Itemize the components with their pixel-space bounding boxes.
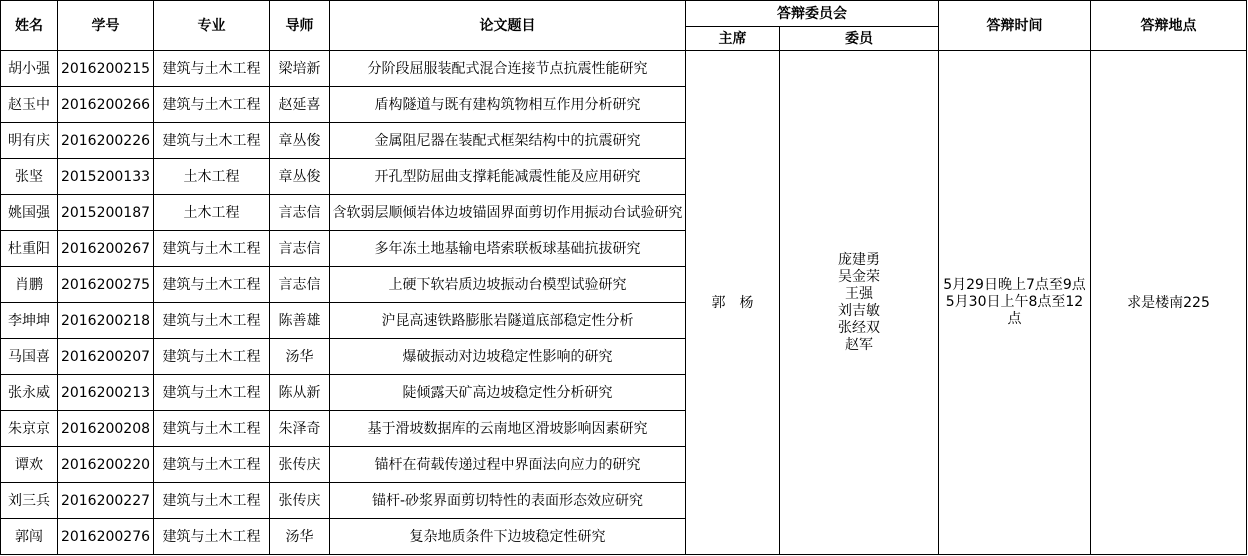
advisor-cell: 朱泽奇 (270, 411, 330, 447)
name-cell: 张坚 (1, 159, 58, 195)
advisor-cell: 汤华 (270, 519, 330, 555)
student-id-cell: 2016200213 (58, 375, 154, 411)
thesis-title-cell: 多年冻土地基输电塔索联板球基础抗拔研究 (330, 231, 686, 267)
thesis-title-cell: 开孔型防屈曲支撑耗能减震性能及应用研究 (330, 159, 686, 195)
defense-time-line: 5月30日上午8点至12点 (945, 294, 1084, 327)
committee-members (780, 51, 939, 555)
header-members: 委员 (780, 27, 939, 51)
defense-location: 求是楼南225 (1091, 51, 1247, 555)
major-cell: 建筑与土木工程 (154, 411, 270, 447)
name-cell: 赵玉中 (1, 87, 58, 123)
major-cell: 建筑与土木工程 (154, 87, 270, 123)
name-cell: 马国喜 (1, 339, 58, 375)
student-id-cell: 2015200133 (58, 159, 154, 195)
thesis-title-cell: 基于滑坡数据库的云南地区滑坡影响因素研究 (330, 411, 686, 447)
student-id-cell: 2016200218 (58, 303, 154, 339)
student-id-cell: 2016200208 (58, 411, 154, 447)
major-cell: 建筑与土木工程 (154, 267, 270, 303)
name-cell: 谭欢 (1, 447, 58, 483)
name-cell: 张永威 (1, 375, 58, 411)
name-cell: 刘三兵 (1, 483, 58, 519)
thesis-title-cell: 含软弱层顺倾岩体边坡锚固界面剪切作用振动台试验研究 (330, 195, 686, 231)
major-cell: 建筑与土木工程 (154, 519, 270, 555)
major-cell: 建筑与土木工程 (154, 231, 270, 267)
student-id-cell: 2016200227 (58, 483, 154, 519)
header-location: 答辩地点 (1091, 1, 1247, 51)
name-cell: 李坤坤 (1, 303, 58, 339)
thesis-title-cell: 沪昆高速铁路膨胀岩隧道底部稳定性分析 (330, 303, 686, 339)
student-id-cell: 2016200275 (58, 267, 154, 303)
header-chair: 主席 (686, 27, 780, 51)
committee-member: 张经双 (838, 319, 880, 336)
advisor-cell: 梁培新 (270, 51, 330, 87)
thesis-title-cell: 分阶段屈服装配式混合连接节点抗震性能研究 (330, 51, 686, 87)
committee-member: 庞建勇 (838, 251, 880, 268)
thesis-title-cell: 锚杆-砂浆界面剪切特性的表面形态效应研究 (330, 483, 686, 519)
thesis-title-cell: 金属阻尼器在装配式框架结构中的抗震研究 (330, 123, 686, 159)
header-thesis-title: 论文题目 (330, 1, 686, 51)
name-cell: 郭闯 (1, 519, 58, 555)
advisor-cell: 章丛俊 (270, 123, 330, 159)
table-row (1, 51, 1247, 87)
committee-member: 吴金荣 (838, 268, 880, 285)
advisor-cell: 章丛俊 (270, 159, 330, 195)
header-committee: 答辩委员会 (686, 1, 939, 27)
advisor-cell: 陈从新 (270, 375, 330, 411)
committee-chair: 郭 杨 (686, 51, 780, 555)
advisor-cell: 张传庆 (270, 483, 330, 519)
thesis-title-cell: 盾构隧道与既有建构筑物相互作用分析研究 (330, 87, 686, 123)
advisor-cell: 陈善雄 (270, 303, 330, 339)
thesis-title-cell: 上硬下软岩质边坡振动台模型试验研究 (330, 267, 686, 303)
advisor-cell: 言志信 (270, 195, 330, 231)
header-major: 专业 (154, 1, 270, 51)
student-id-cell: 2016200220 (58, 447, 154, 483)
header-student-id: 学号 (58, 1, 154, 51)
major-cell: 建筑与土木工程 (154, 303, 270, 339)
committee-member: 赵军 (845, 336, 873, 353)
major-cell: 建筑与土木工程 (154, 447, 270, 483)
thesis-title-cell: 陡倾露天矿高边坡稳定性分析研究 (330, 375, 686, 411)
header-advisor: 导师 (270, 1, 330, 51)
defense-time-line: 5月29日晚上7点至9点 (943, 277, 1086, 293)
student-id-cell: 2016200207 (58, 339, 154, 375)
student-id-cell: 2016200215 (58, 51, 154, 87)
thesis-title-cell: 复杂地质条件下边坡稳定性研究 (330, 519, 686, 555)
name-cell: 朱京京 (1, 411, 58, 447)
advisor-cell: 汤华 (270, 339, 330, 375)
name-cell: 肖鹏 (1, 267, 58, 303)
header-name: 姓名 (1, 1, 58, 51)
major-cell: 土木工程 (154, 195, 270, 231)
header-time: 答辩时间 (939, 1, 1091, 51)
advisor-cell: 言志信 (270, 267, 330, 303)
thesis-title-cell: 爆破振动对边坡稳定性影响的研究 (330, 339, 686, 375)
name-cell: 胡小强 (1, 51, 58, 87)
major-cell: 土木工程 (154, 159, 270, 195)
defense-time (939, 51, 1091, 555)
name-cell: 姚国强 (1, 195, 58, 231)
major-cell: 建筑与土木工程 (154, 375, 270, 411)
student-id-cell: 2016200226 (58, 123, 154, 159)
name-cell: 杜重阳 (1, 231, 58, 267)
major-cell: 建筑与土木工程 (154, 123, 270, 159)
major-cell: 建筑与土木工程 (154, 339, 270, 375)
committee-member: 王强 (845, 285, 873, 302)
committee-member: 刘吉敏 (838, 302, 880, 319)
advisor-cell: 赵延喜 (270, 87, 330, 123)
advisor-cell: 言志信 (270, 231, 330, 267)
advisor-cell: 张传庆 (270, 447, 330, 483)
major-cell: 建筑与土木工程 (154, 51, 270, 87)
thesis-title-cell: 锚杆在荷载传递过程中界面法向应力的研究 (330, 447, 686, 483)
student-id-cell: 2016200276 (58, 519, 154, 555)
student-id-cell: 2015200187 (58, 195, 154, 231)
name-cell: 明有庆 (1, 123, 58, 159)
student-id-cell: 2016200267 (58, 231, 154, 267)
student-id-cell: 2016200266 (58, 87, 154, 123)
major-cell: 建筑与土木工程 (154, 483, 270, 519)
